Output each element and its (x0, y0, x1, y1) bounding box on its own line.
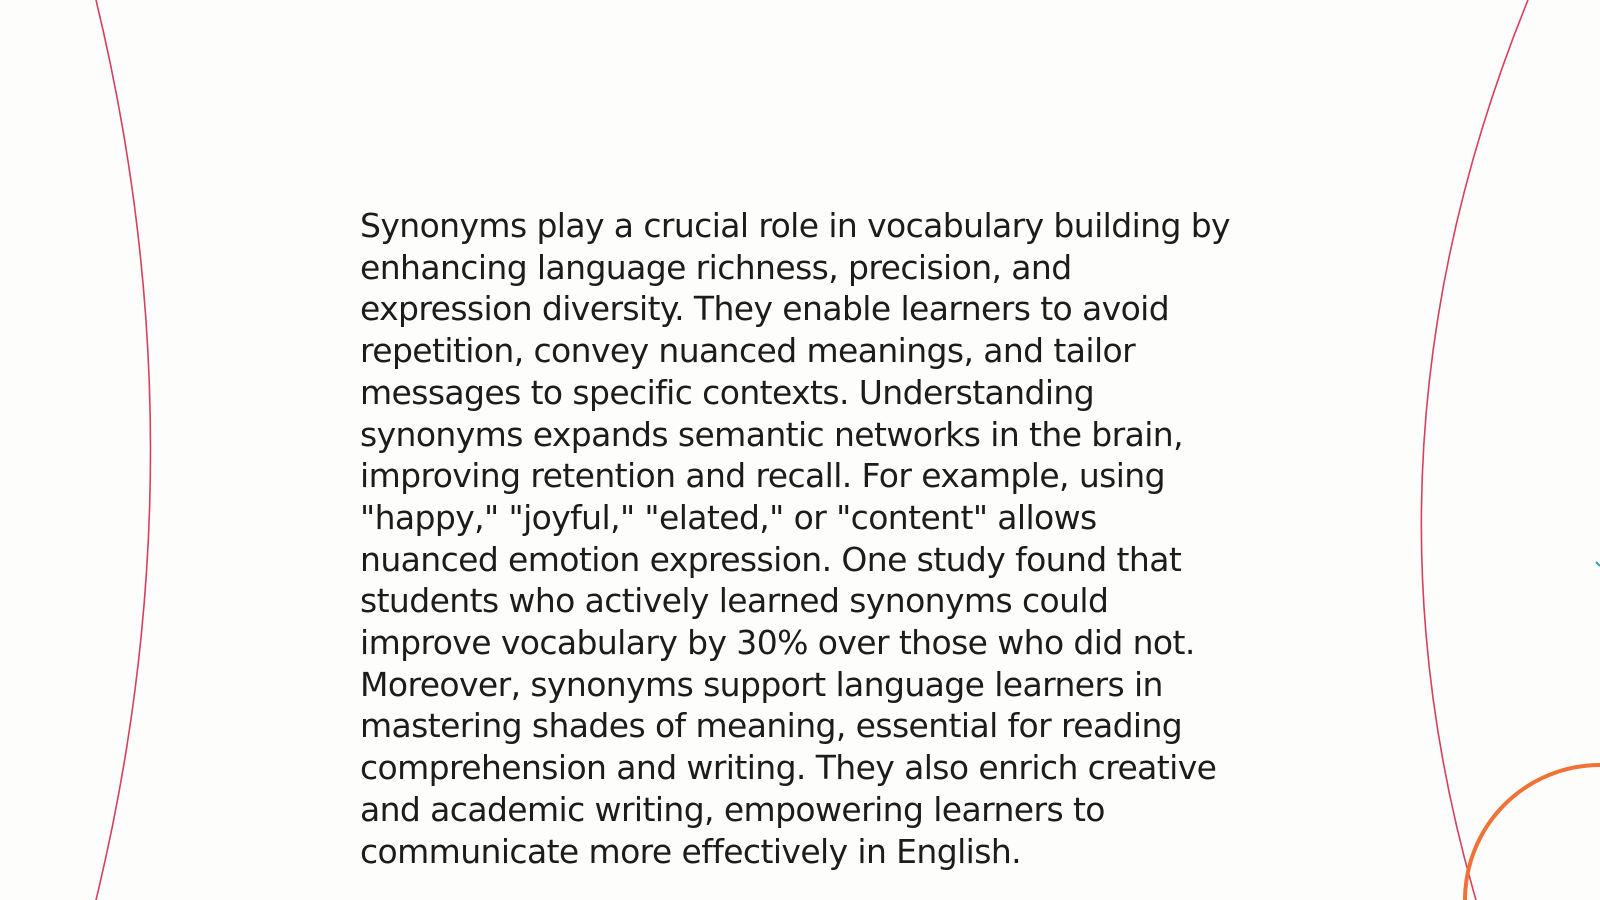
left-curve-line (96, 0, 151, 900)
right-curve-line (1421, 0, 1528, 900)
accent-circle (1465, 765, 1600, 900)
body-paragraph: Synonyms play a crucial role in vocabulary building by enhancing language richness, precision, and expression diversity. They enable learners to avoid repetition, convey nuanced meanings, and tailor messages to specific contexts. Understanding synonyms expands semantic networks in the brain, improving retention and recall. For example, using "happy," "joyful," "elated," or "content" allows nuanced emotion expression. One study found that students who actively learned synonyms could improve vocabulary by 30% over those who did not. Moreover, synonyms support language learners in mastering shades of meaning, essential for reading comprehension and writing. They also enrich creative and academic writing, empowering learners to communicate more effectively in English. (360, 206, 1230, 871)
accent-tick (1596, 562, 1600, 566)
